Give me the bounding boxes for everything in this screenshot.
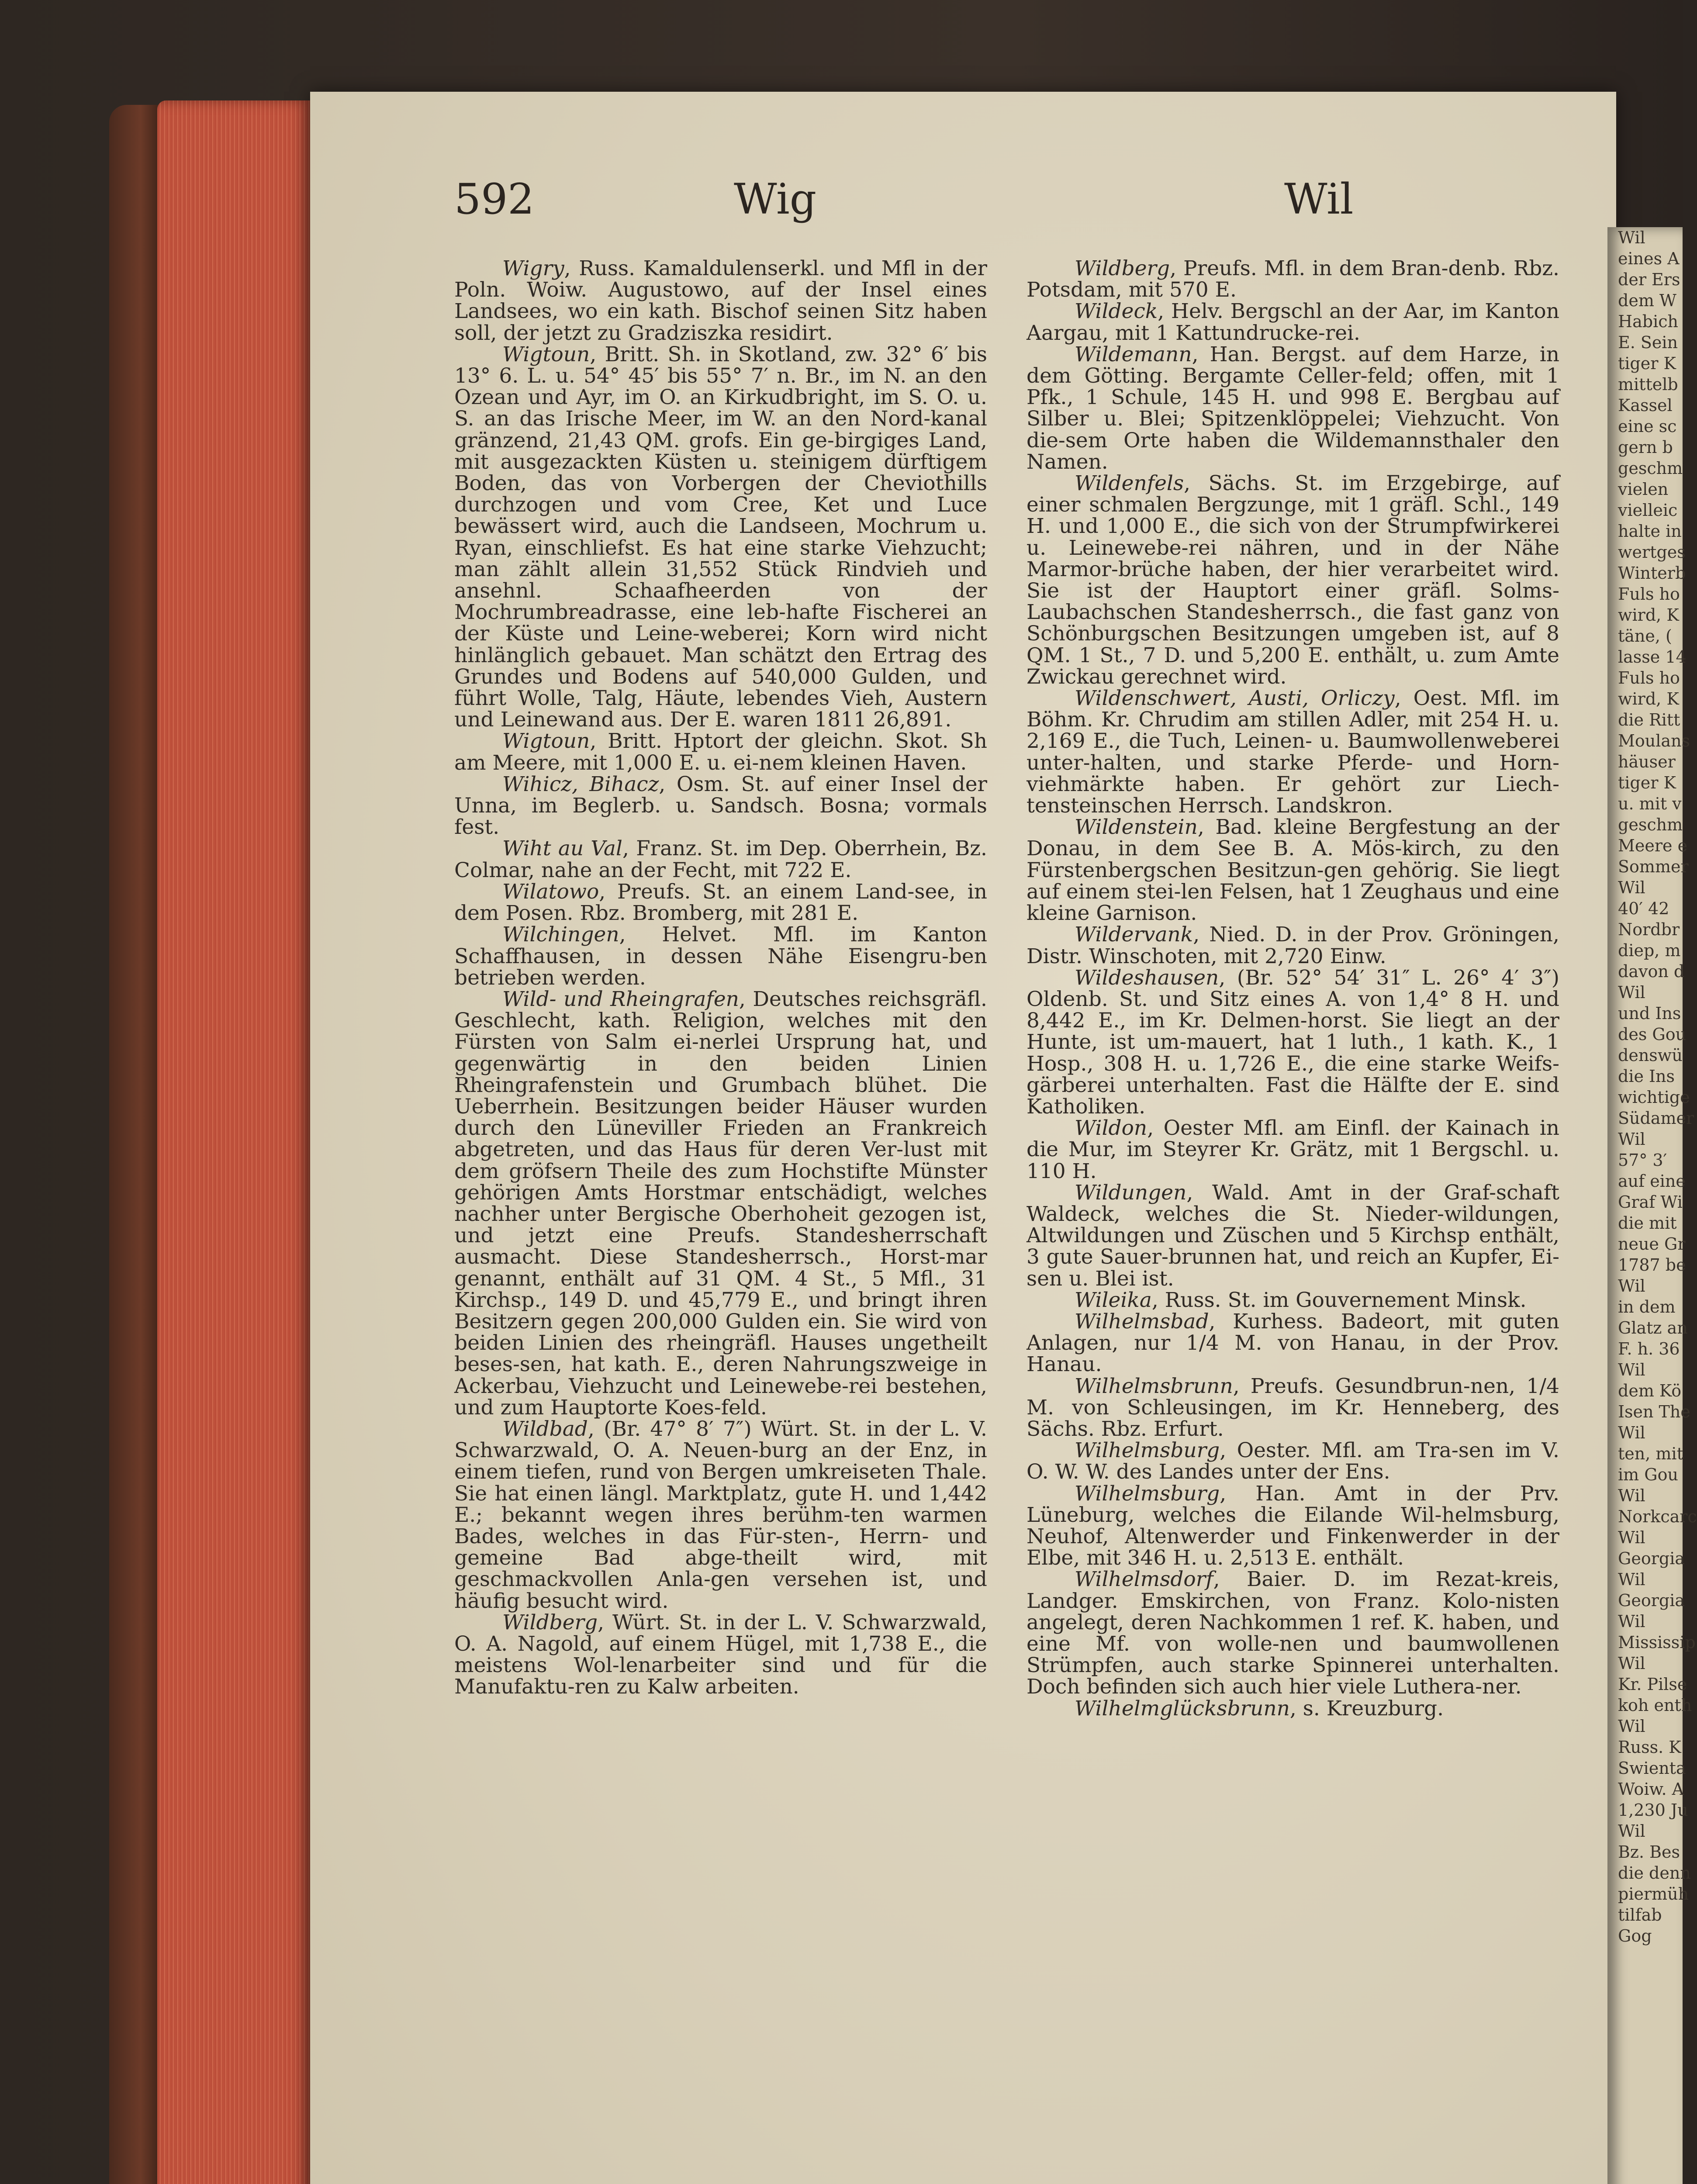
- next-page-line: Wil: [1618, 1717, 1645, 1736]
- next-page-line: tilfab: [1618, 1905, 1662, 1925]
- next-page-line: davon d: [1618, 962, 1685, 981]
- next-page-line: im Gou: [1618, 1465, 1678, 1484]
- next-page-line: des Gou: [1618, 1025, 1687, 1044]
- next-page-fragment: [1607, 227, 1697, 2184]
- next-page-line: piermüh: [1618, 1884, 1689, 1904]
- next-page-line: halte in: [1618, 522, 1682, 541]
- next-page-line: Isen The: [1618, 1402, 1690, 1421]
- entry-headword: Wihicz, Bihacz: [502, 772, 659, 796]
- next-page-line: Norkcarc: [1618, 1507, 1697, 1526]
- entry-text: , Nied. D. in der Prov. Gröningen, Distr. Winschoten, mit 2,720 Einw.: [1026, 923, 1559, 968]
- dictionary-entry: [1026, 688, 1559, 816]
- next-page-line: diep, m: [1618, 941, 1681, 960]
- dictionary-entry: [454, 730, 987, 773]
- dictionary-entry: [454, 344, 987, 731]
- next-page-line: neue Gr: [1618, 1234, 1686, 1254]
- next-page-line: wichtige: [1618, 1088, 1690, 1107]
- next-page-line: Fuls ho: [1618, 584, 1680, 604]
- next-page-line: Meere e: [1618, 836, 1688, 855]
- next-page-line: Wil: [1618, 1528, 1645, 1547]
- next-page-line: wird, K: [1618, 689, 1679, 708]
- entry-text: , Osm. St. auf einer Insel der Unna, im Beglerb. u. Sandsch. Bosna; vormals fest.: [454, 772, 987, 840]
- left-column: [454, 258, 987, 1698]
- next-page-line: Kassel: [1618, 396, 1673, 415]
- entry-text: , Oester Mfl. am Einfl. der Kainach in die Mur, im Steyrer Kr. Grätz, mit 1 Bergschl. u. 110 H.: [1026, 1116, 1559, 1183]
- entry-text: , Preufs. St. an einem Land-see, in dem Posen. Rbz. Bromberg, mit 281 E.: [454, 879, 987, 926]
- page-edges: [157, 100, 315, 2184]
- dictionary-entry: [1026, 1483, 1559, 1569]
- next-page-line: lasse 14: [1618, 647, 1687, 667]
- entry-text: , Preufs. Mfl. in dem Bran-denb. Rbz. Potsdam, mit 570 E.: [1026, 256, 1559, 302]
- entry-text: , Helvet. Mfl. im Kanton Schaffhausen, in dessen Nähe Eisengru-ben betrieben werden.: [454, 923, 987, 990]
- next-page-line: dem W: [1618, 291, 1676, 310]
- entry-headword: Wigry: [502, 256, 564, 280]
- entry-headword: Wildenstein: [1075, 815, 1198, 840]
- next-page-line: Russ. K: [1618, 1738, 1681, 1757]
- dictionary-entry: [1026, 1375, 1559, 1440]
- dictionary-entry: [1026, 967, 1559, 1117]
- next-page-line: eine sc: [1618, 417, 1677, 436]
- next-page-line: Bz. Bes: [1618, 1842, 1680, 1862]
- entry-text: , Britt. Sh. in Skotland, zw. 32° 6′ bis 13° 6. L. u. 54° 45′ bis 55° 7′ n. Br., im N. an den Ozean und Ayr, im O. an Kirkudbright, im S. O. u. S. an das Irische Meer, im W. an den Nord-kanal gränzend, 21,43 QM. grofs. Ein ge-birgiges Land, mit ausgezackten Küsten u. steinigem dürftigem Boden, das von Vorbergen der Cheviothills durchzogen und vom Cree, Ket und Luce bewässert wird, auch die Landseen, Mochrum u. Ryan, einschliefst. Es hat eine starke Viehzucht; man zählt allein 31,552 Stück Rindvieh und ansehnl. Schaafheerden von der Mochrumbreadrasse, eine leb-hafte Fischerei an der Küste und Leine-weberei; Korn wird nicht hinlänglich gebauet. Man schätzt den Ertrag des Grundes und Bodens auf 540,000 Gulden, und führt Wolle, Talg, Häute, lebendes Vieh, Austern und Leinewand aus. Der E. waren 1811 26,891.: [454, 342, 987, 732]
- entry-headword: Wilchingen: [502, 923, 619, 947]
- entry-text: , Franz. St. im Dep. Oberrhein, Bz. Colmar, nahe an der Fecht, mit 722 E.: [454, 836, 988, 882]
- next-page-line: Graf Wi: [1618, 1192, 1683, 1212]
- dictionary-entry: [1026, 473, 1559, 688]
- dictionary-entry: [1026, 816, 1559, 924]
- entry-text: , Britt. Hptort der gleichn. Skot. Sh am Meere, mit 1,000 E. u. ei-nem kleinen Haven.: [454, 729, 987, 775]
- entry-headword: Wildeshausen: [1075, 965, 1219, 990]
- entry-headword: Wilhelmglücksbrunn: [1075, 1696, 1290, 1721]
- next-page-line: Georgia: [1618, 1549, 1685, 1568]
- running-head: [454, 175, 1568, 232]
- book-binding: [109, 105, 162, 2184]
- dictionary-entry: [1026, 1182, 1559, 1289]
- entry-headword: Wildeck: [1075, 299, 1158, 324]
- entry-headword: Wilhelmsdorf: [1075, 1567, 1213, 1592]
- next-page-line: vielen: [1618, 480, 1669, 499]
- entry-headword: Wildenschwert, Austi, Orliczy: [1075, 686, 1395, 711]
- entry-headword: Wildbad: [502, 1417, 588, 1441]
- entry-headword: Wigtoun: [502, 729, 590, 753]
- next-page-line: auf eine: [1618, 1171, 1686, 1191]
- next-page-line: Wil: [1618, 228, 1645, 247]
- next-page-line: häuser: [1618, 752, 1676, 771]
- entry-text: , Wald. Amt in der Graf-schaft Waldeck, welches die St. Nieder-wildungen, Altwildungen und Züschen und 5 Kirchsp enthält, 3 gute Sauer-brunnen hat, und reich an Kupfer, Ei-sen u. Blei ist.: [1026, 1180, 1559, 1291]
- next-page-line: der Ers: [1618, 270, 1680, 289]
- dictionary-entry: [454, 774, 987, 838]
- next-page-line: ten, mit: [1618, 1444, 1683, 1463]
- entry-text: , Deutsches reichsgräfl. Geschlecht, kath. Religion, welches mit den Fürsten von Salm ei-nerlei Ursprung hat, und gegenwärtig in den beiden Linien Rheingrafenstein und Grumbach blühet. Die Ueberrhein. Besitzungen beider Häuser wurden durch den Lüneviller Frieden an Frankreich abgetreten, und das Haus für deren Ver-lust mit dem gröfsern Theile des zum Hochstifte Münster gehörigen Amts Horstmar entschädigt, welches nachher unter Bergische Oberhoheit gezogen ist, und jetzt eine Preufs. Standesherrschaft ausmacht. Diese Standesherrsch., Horst-mar genannt, enthält auf 31 QM. 4 St., 5 Mfl., 31 Kirchsp., 149 D. und 45,779 E., und bringt ihren Besitzern gegen 200,000 Gulden ein. Sie wird von beiden Linien des rheingräfl. Hauses ungetheilt beses-sen, hat kath. E., deren Nahrungszweige in Ackerbau, Viehzucht und Leinewebe-rei bestehen, und zum Hauptorte Koes-feld.: [454, 987, 987, 1420]
- dictionary-entry: [454, 1612, 987, 1698]
- dictionary-entry: [1026, 344, 1559, 473]
- next-page-line: die Ins: [1618, 1067, 1675, 1086]
- dictionary-entry: [1026, 258, 1559, 301]
- dictionary-entry: [1026, 1117, 1559, 1182]
- next-page-line: denswü: [1618, 1046, 1683, 1065]
- entry-headword: Wigtoun: [502, 342, 590, 366]
- dictionary-entry: [454, 1418, 987, 1612]
- entry-text: , Sächs. St. im Erzgebirge, auf einer schmalen Bergzunge, mit 1 gräfl. Schl., 149 H. und 1,000 E., die sich von der Strumpfwirkerei u. Leinewebe-rei nähren, und in der Nähe Marmor-brüche haben, der hier verarbeitet wird. Sie ist der Hauptort einer gräfl. Solms-Laubachschen Standesherrsch., die fast ganz von Schönburgschen Besitzungen umgeben ist, auf 8 QM. 1 St., 7 D. und 5,200 E. enthält, u. zum Amte Zwickau gerechnet wird.: [1026, 471, 1559, 689]
- next-page-line: wertges: [1618, 543, 1686, 562]
- next-page-line: gern b: [1618, 438, 1673, 457]
- next-page-line: Wil: [1618, 1570, 1645, 1589]
- entry-headword: Wildberg: [1075, 256, 1170, 280]
- entry-headword: Wilatowo: [502, 879, 599, 904]
- next-page-line: Swienta: [1618, 1759, 1686, 1778]
- page-number: 592: [454, 175, 535, 224]
- next-page-line: in dem: [1618, 1297, 1676, 1317]
- next-page-line: Glatz an: [1618, 1318, 1688, 1337]
- entry-headword: Wildberg: [502, 1610, 598, 1635]
- entry-text: , Baier. D. im Rezat-kreis, Landger. Emskirchen, von Franz. Kolo-nisten angelegt, deren Nachkommen 1 ref. K. haben, und eine Mf. von wolle-nen und baumwollenen Strümpfen, auch starke Spinnerei unterhalten. Doch befinden sich auch hier viele Luthera-ner.: [1026, 1567, 1559, 1699]
- entry-headword: Wildon: [1075, 1116, 1147, 1140]
- next-page-line: tiger K: [1618, 354, 1676, 373]
- next-page-line: u. mit v: [1618, 794, 1682, 813]
- next-page-line: Wil: [1618, 1821, 1645, 1841]
- next-page-line: Sommer: [1618, 857, 1689, 876]
- next-page-line: täne, (: [1618, 626, 1672, 646]
- dictionary-entry: [454, 258, 987, 344]
- next-page-line: dem Kö: [1618, 1381, 1682, 1400]
- dictionary-entry: [454, 881, 987, 924]
- next-page-line: Habich: [1618, 312, 1679, 331]
- dictionary-entry: [1026, 1698, 1559, 1719]
- right-column: [1026, 258, 1559, 1719]
- entry-headword: Wildervank: [1075, 923, 1193, 947]
- entry-text: , Han. Amt in der Prv. Lüneburg, welches die Eilande Wil-helmsburg, Neuhof, Altenwerder und Finkenwerder in der Elbe, mit 346 H. u. 2,513 E. enthält.: [1026, 1481, 1559, 1570]
- entry-text: , Bad. kleine Bergfestung an der Donau, in dem See B. A. Mös-kirch, zu den Fürstenbergschen Besitzun-gen gehörig. Sie liegt auf einem stei-len Felsen, hat 1 Zeughaus und eine kleine Garnison.: [1026, 815, 1559, 926]
- next-page-line: F. h. 36: [1618, 1339, 1680, 1358]
- dictionary-entry: [1026, 301, 1559, 343]
- next-page-line: Mississip: [1618, 1633, 1696, 1652]
- entry-headword: Wilhelmsburg: [1075, 1481, 1220, 1506]
- dictionary-entry: [1026, 924, 1559, 967]
- next-page-line: Wil: [1618, 1486, 1645, 1505]
- entry-headword: Wiht au Val: [502, 836, 622, 861]
- next-page-line: E. Sein: [1618, 333, 1678, 352]
- dictionary-entry: [454, 838, 987, 881]
- entry-text: , (Br. 47° 8′ 7″) Würt. St. in der L. V. Schwarzwald, O. A. Neuen-burg an der Enz, in einem tiefen, rund von Bergen umkreiseten Thale. Sie hat einen längl. Marktplatz, gute H. und 1,442 E.; bekannt wegen ihres berühm-ten warmen Bades, welches in das Für-sten-, Herrn- und gemeine Bad abge-theilt wird, mit geschmackvollen Anla-gen versehen ist, und häufig besucht wird.: [454, 1417, 987, 1613]
- entry-headword: Wild- und Rheingrafen: [502, 987, 739, 1011]
- next-page-line: Fuls ho: [1618, 668, 1680, 688]
- entry-headword: Wildemann: [1075, 342, 1192, 366]
- next-page-line: mittelb: [1618, 375, 1678, 394]
- next-page-line: geschm: [1618, 815, 1683, 834]
- next-page-line: Woiw. A: [1618, 1780, 1684, 1799]
- entry-text: , Russ. St. im Gouvernement Minsk.: [1151, 1288, 1527, 1312]
- entry-text: , Helv. Bergschl an der Aar, im Kanton Aargau, mit 1 Kattundrucke-rei.: [1026, 299, 1559, 345]
- next-page-line: Wil: [1618, 1276, 1645, 1296]
- next-page-line: Kr. Pilse: [1618, 1675, 1687, 1694]
- entry-text: , Oest. Mfl. im Böhm. Kr. Chrudim am stillen Adler, mit 254 H. u. 2,169 E., die Tuch, Leinen- u. Baumwollenweberei unter-halten, und starke Pferde- und Horn-viehmärkte haben. Er gehört zur Liech-tensteinschen Herrsch. Landskron.: [1026, 686, 1559, 818]
- next-page-line: tiger K: [1618, 773, 1676, 792]
- entry-text: , Russ. Kamaldulenserkl. und Mfl in der Poln. Woiw. Augustowo, auf der Insel eines Landsees, wo ein kath. Bischof seinen Sitz haben soll, der jetzt zu Gradziszka residirt.: [454, 256, 987, 345]
- next-page-line: Moulans: [1618, 731, 1690, 750]
- entry-headword: Wileika: [1075, 1288, 1152, 1312]
- entry-text: , s. Kreuzburg.: [1289, 1696, 1444, 1721]
- next-page-line: Wil: [1618, 1612, 1645, 1631]
- entry-headword: Wilhelmsbrunn: [1075, 1374, 1233, 1398]
- dictionary-entry: [1026, 1289, 1559, 1311]
- next-page-line: Wil: [1618, 1130, 1645, 1149]
- next-page-line: 1787 be: [1618, 1255, 1686, 1275]
- entry-text: , Würt. St. in der L. V. Schwarzwald, O. A. Nagold, auf einem Hügel, mit 1,738 E., die meistens Wol-lenarbeiter sind und für die Manufaktu-ren zu Kalw arbeiten.: [454, 1610, 987, 1699]
- next-page-line: Winterb: [1618, 563, 1686, 583]
- next-page-line: 1,230 Ju: [1618, 1800, 1688, 1820]
- next-page-line: 40′ 42: [1618, 899, 1669, 918]
- entry-headword: Wildungen: [1075, 1180, 1187, 1205]
- next-page-line: die Ritt: [1618, 710, 1680, 729]
- next-page-line: geschm: [1618, 459, 1683, 478]
- next-page-line: die denn: [1618, 1863, 1691, 1883]
- next-page-line: Wil: [1618, 878, 1645, 897]
- next-page-line: die mit: [1618, 1213, 1677, 1233]
- entry-text: , Oester. Mfl. am Tra-sen im V. O. W. W. des Landes unter der Ens.: [1026, 1438, 1559, 1484]
- dictionary-entry: [454, 924, 987, 988]
- dictionary-entry: [1026, 1311, 1559, 1375]
- next-page-line: vielleic: [1618, 501, 1678, 520]
- entry-text: , (Br. 52° 54′ 31″ L. 26° 4′ 3″) Oldenb. St. und Sitz eines A. von 1,4° 8 H. und 8,442 E., im Kr. Delmen-horst. Sie liegt an der Hunte, ist um-mauert, hat 1 luth., 1 kath. K., 1 Hosp., 308 H. u. 1,726 E., die eine starke Weifs-gärberei unterhalten. Fast die Hälfte der E. sind Katholiken.: [1026, 965, 1559, 1119]
- dictionary-entry: [1026, 1440, 1559, 1482]
- entry-text: , Kurhess. Badeort, mit guten Anlagen, nur 1/4 M. von Hanau, in der Prov. Hanau.: [1026, 1309, 1559, 1377]
- running-head-left: Wig: [734, 175, 817, 224]
- next-page-line: und Ins: [1618, 1004, 1681, 1023]
- entry-text: , Han. Bergst. auf dem Harze, in dem Götting. Bergamte Celler-feld; offen, mit 1 Pfk., 1 Schule, 145 H. und 998 E. Bergbau auf Silber u. Blei; Spitzenklöppelei; Viehzucht. Von die-sem Orte haben die Wildemannsthaler den Namen.: [1026, 342, 1559, 474]
- next-page-line: Nordbr: [1618, 920, 1680, 939]
- entry-headword: Wilhelmsbad: [1075, 1309, 1209, 1334]
- dictionary-entry: [1026, 1569, 1559, 1697]
- running-head-right: Wil: [1284, 175, 1354, 224]
- next-page-line: koh enth: [1618, 1696, 1692, 1715]
- entry-text: , Preufs. Gesundbrun-nen, 1/4 M. von Schleusingen, im Kr. Henneberg, des Sächs. Rbz. Erfurt.: [1026, 1374, 1559, 1441]
- entry-headword: Wildenfels: [1075, 471, 1184, 496]
- next-page-line: Wil: [1618, 1360, 1645, 1379]
- next-page-line: Wil: [1618, 1654, 1645, 1673]
- next-page-line: eines A: [1618, 249, 1680, 268]
- next-page-line: Wil: [1618, 983, 1645, 1002]
- next-page-line: 57° 3′: [1618, 1151, 1667, 1170]
- entry-headword: Wilhelmsburg: [1075, 1438, 1220, 1463]
- next-page-line: Südamer: [1618, 1109, 1694, 1128]
- next-page-line: Georgia: [1618, 1591, 1685, 1610]
- next-page-line: Gog: [1618, 1926, 1652, 1946]
- next-page-line: wird, K: [1618, 605, 1679, 625]
- next-page-line: Wil: [1618, 1423, 1645, 1442]
- dictionary-entry: [454, 988, 987, 1418]
